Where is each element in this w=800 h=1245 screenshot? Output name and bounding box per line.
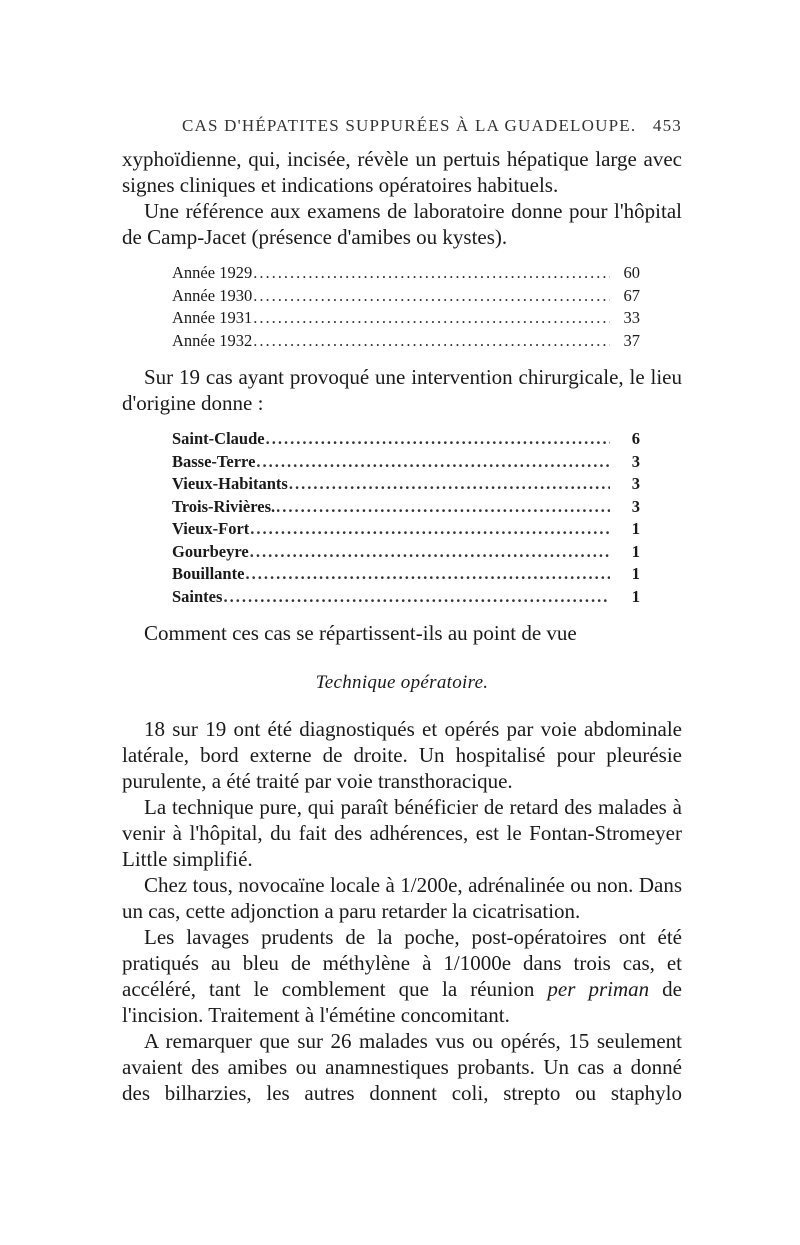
section-heading: Technique opératoire. — [315, 672, 489, 693]
row-value: 1 — [631, 564, 640, 583]
row-label: Saint-Claude — [172, 429, 265, 448]
paragraph-1: xyphoïdienne, qui, incisée, révèle un pertuis hépatique large avec signes cliniques et indications opératoires habituels. — [122, 147, 682, 197]
row-value: 1 — [631, 541, 640, 561]
running-head — [122, 116, 682, 136]
row-label: Année 1930 — [172, 285, 253, 305]
paragraph-2: Une référence aux examens de laboratoire donne pour l'hôpital de Camp-Jacet (présence d'amibes ou kystes). — [122, 199, 682, 249]
table-row — [172, 518, 640, 541]
row-label: Saintes — [172, 586, 223, 606]
running-title: CAS D'HÉPATITES SUPPURÉES À LA GUADELOUPE. — [182, 116, 637, 135]
table-row — [172, 428, 640, 451]
latin-phrase: per priman — [547, 977, 650, 1001]
row-value: 33 — [623, 308, 640, 327]
places-table — [172, 428, 640, 608]
dot-leader — [253, 307, 610, 330]
table-row — [172, 473, 640, 496]
paragraph-8-start: Les lavages prudents de la poche, post-opératoires ont été pratiqués au bleu de méthylène à 1/1000e dans trois cas, et accéléré, tant le comblement que la réunion — [122, 925, 682, 1001]
dot-leader — [250, 541, 610, 564]
paragraph-9: A remarquer que sur 26 malades vus ou opérés, 15 seulement avaient des amibes ou anamnestiques probants. Un cas a donné des bilharzies, les autres donnent coli, strepto ou staphylo — [122, 1029, 682, 1105]
book-page — [122, 116, 682, 1106]
table-row — [172, 563, 640, 586]
paragraph-7: Chez tous, novocaïne locale à 1/200e, adrénalinée ou non. Dans un cas, cette adjonction a paru retarder la cicatrisation. — [122, 873, 682, 923]
row-value: 3 — [631, 496, 640, 516]
paragraph-8 — [122, 924, 682, 1028]
row-label: Trois-Rivières. — [172, 496, 276, 516]
table-row — [172, 307, 640, 330]
row-label: Vieux-Fort — [172, 519, 250, 538]
paragraph-6: La technique pure, qui paraît bénéficier de retard des malades à venir à l'hôpital, du fait des adhérences, est le Fontan-Stromeyer Little simplifié. — [122, 795, 682, 871]
row-value: 37 — [623, 330, 640, 350]
row-value: 1 — [631, 586, 640, 606]
paragraph-5: 18 sur 19 ont été diagnostiqués et opérés par voie abdominale latérale, bord externe de droite. Un hospitalisé pour pleurésie purulente, a été traité par voie transthoracique. — [122, 717, 682, 793]
row-value: 3 — [631, 451, 640, 471]
table-row — [172, 541, 640, 564]
table-row — [172, 586, 640, 609]
dot-leader — [250, 518, 610, 541]
dot-leader — [253, 285, 610, 308]
row-label: Vieux-Habitants — [172, 474, 288, 493]
row-label: Année 1931 — [172, 308, 253, 327]
paragraph-4: Comment ces cas se répartissent-ils au point de vue — [144, 621, 577, 645]
paragraph-3: Sur 19 cas ayant provoqué une intervention chirurgicale, le lieu d'origine donne : — [122, 365, 682, 415]
table-row — [172, 285, 640, 308]
dot-leader — [256, 451, 610, 474]
row-value: 67 — [623, 285, 640, 305]
row-label: Gourbeyre — [172, 541, 249, 561]
row-value: 1 — [631, 519, 640, 538]
dot-leader — [266, 428, 610, 451]
years-table — [172, 262, 640, 352]
table-row — [172, 496, 640, 519]
row-label: Basse-Terre — [172, 451, 256, 471]
table-row — [172, 330, 640, 353]
page-number: 453 — [652, 116, 682, 135]
dot-leader — [253, 262, 610, 285]
table-row — [172, 262, 640, 285]
row-label: Bouillante — [172, 564, 245, 583]
row-value: 60 — [623, 263, 640, 282]
dot-leader — [245, 563, 610, 586]
row-value: 3 — [631, 474, 640, 493]
dot-leader — [253, 330, 610, 353]
table-row — [172, 451, 640, 474]
dot-leader — [223, 586, 610, 609]
row-label: Année 1932 — [172, 330, 253, 350]
row-value: 6 — [631, 429, 640, 448]
paragraph-8-end: de l'incision. Traitement à l'émétine concomitant. — [122, 977, 682, 1027]
dot-leader — [289, 473, 610, 496]
row-label: Année 1929 — [172, 263, 253, 282]
dot-leader — [276, 496, 610, 519]
